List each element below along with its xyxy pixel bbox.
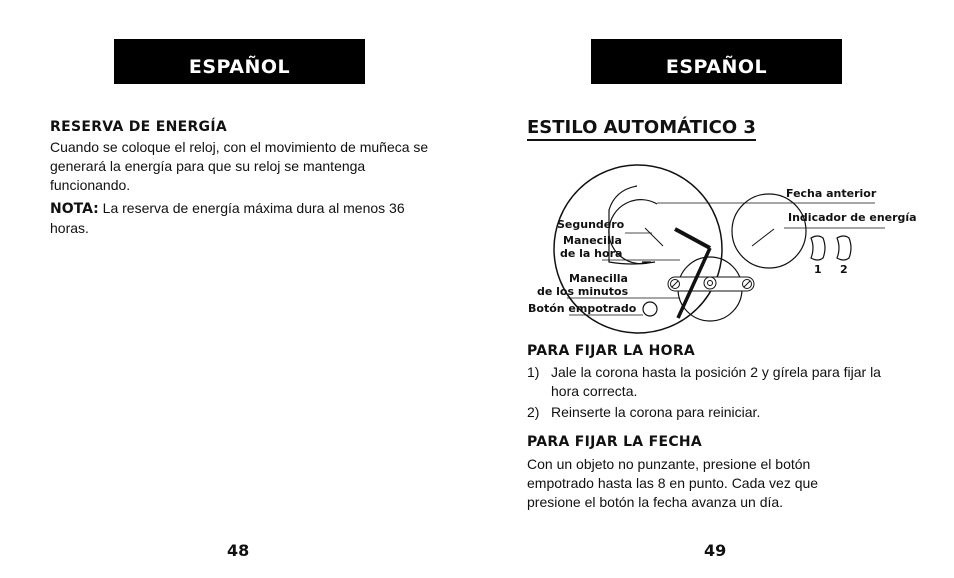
recessed-button: [643, 302, 657, 316]
list-item-text: Reinserte la corona para reiniciar.: [551, 404, 761, 420]
energy-reserve-paragraph: Cuando se coloque el reloj, con el movimiento de muñeca se generará la energía para que su reloj se mantenga funcionando.: [50, 139, 429, 193]
list-item: [527, 403, 897, 422]
label-fecha-anterior: Fecha anterior: [786, 187, 877, 200]
watch-diagram: [477, 0, 954, 340]
power-reserve-hand: [752, 229, 774, 246]
note-paragraph: [50, 199, 430, 238]
section-heading-energy-reserve: RESERVA DE ENERGÍA: [50, 119, 227, 135]
page-number: 49: [704, 541, 727, 560]
label-manecilla-minutos-1: Manecilla: [569, 272, 628, 285]
power-reserve-subdial: [732, 194, 806, 268]
list-item-text: Jale la corona hasta la posición 2 y gírela para fijar la hora correcta.: [551, 364, 881, 399]
note-text: La reserva de energía máxima dura al menos 36 horas.: [50, 200, 405, 236]
language-banner: ESPAÑOL: [114, 39, 365, 84]
list-item-number: 1): [527, 364, 540, 380]
crown-label-2: 2: [840, 263, 848, 276]
right-page: [477, 0, 954, 578]
list-item: [527, 363, 897, 401]
label-manecilla-hora-1: Manecilla: [563, 234, 622, 247]
language-banner: ESPAÑOL: [591, 39, 842, 84]
page-number: 48: [227, 541, 250, 560]
label-manecilla-hora-2: de la hora: [560, 247, 623, 260]
list-item-number: 2): [527, 404, 540, 420]
crown-position-2: [837, 236, 851, 260]
note-label: NOTA:: [50, 201, 99, 217]
crown-label-1: 1: [814, 263, 822, 276]
label-segundero: Segundero: [557, 218, 625, 231]
label-manecilla-minutos-2: de los minutos: [537, 285, 629, 298]
label-boton-empotrado: Botón empotrado: [528, 302, 637, 315]
label-indicador-energia: Indicador de energía: [788, 211, 917, 224]
section-heading-set-date: PARA FIJAR LA FECHA: [527, 434, 703, 450]
set-date-paragraph: Con un objeto no punzante, presione el botón empotrado hasta las 8 en punto. Cada vez que presione el botón la fecha avanza un día.: [527, 456, 819, 510]
page-title: ESTILO AUTOMÁTICO 3: [527, 117, 756, 141]
crown-position-1: [811, 236, 825, 260]
section-heading-set-time: PARA FIJAR LA HORA: [527, 343, 696, 359]
